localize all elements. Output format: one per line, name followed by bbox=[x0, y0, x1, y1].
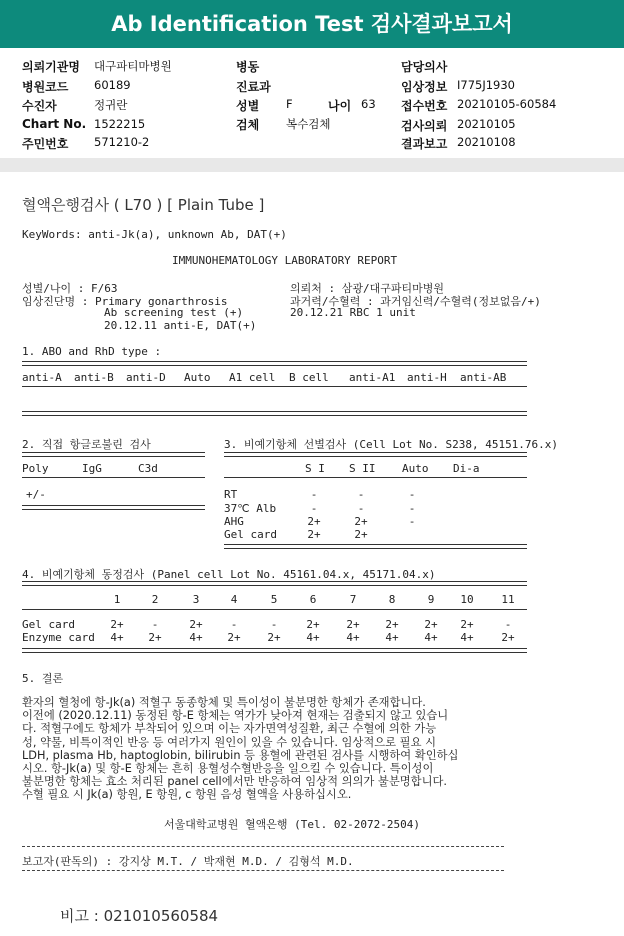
header-label-department: 진료과 bbox=[236, 80, 271, 94]
screen-cell: - bbox=[310, 502, 318, 515]
panel-cell-number: 8 bbox=[388, 593, 396, 606]
conclusion-text bbox=[22, 696, 552, 802]
conclusion-line: 불분명한 항체는 효소 처리된 panel cell에서만 반응하여 임상적 의의가 불분명합니다. bbox=[22, 775, 447, 789]
blood-bank-contact: 서울대학교병원 혈액은행 (Tel. 02-2072-2504) bbox=[164, 818, 420, 831]
abo-col-anti-d: anti-D bbox=[126, 371, 166, 384]
conclusion-line: 다. 적혈구에도 항체가 부착되어 있으며 이는 자가면역성질환, 최근 수혈에 의한 가능 bbox=[22, 722, 437, 736]
header-label: 의뢰기관명 bbox=[22, 60, 80, 74]
header-label: 결과보고 bbox=[401, 137, 448, 151]
header-value: 60189 bbox=[94, 78, 131, 92]
header-value-age: 63 bbox=[361, 97, 376, 111]
panel-gel-value: 2+ bbox=[110, 618, 124, 631]
section-separator bbox=[0, 158, 624, 172]
panel-row-label-enzyme: Enzyme card bbox=[22, 631, 95, 644]
screen-cell: 2+ bbox=[354, 515, 368, 528]
panel-cell-number: 3 bbox=[192, 593, 200, 606]
rule bbox=[22, 581, 527, 586]
abo-col-auto: Auto bbox=[184, 371, 211, 384]
header-value: 대구파티마병원 bbox=[94, 59, 172, 73]
panel-cell-number: 11 bbox=[501, 593, 515, 606]
report-heading: 혈액은행검사 ( L70 ) [ Plain Tube ] bbox=[22, 196, 265, 214]
section1-title: 1. ABO and RhD type : bbox=[22, 345, 162, 358]
header-value: 571210-2 bbox=[94, 135, 150, 149]
transfusion-history: 과거력/수혈력 : 과거임신력/수혈력(정보없음/+) bbox=[290, 295, 541, 308]
header-label-specimen: 검체 bbox=[236, 118, 260, 132]
panel-enzyme-value: 4+ bbox=[306, 631, 320, 644]
remark: 비고 : 021010560584 bbox=[60, 907, 219, 925]
panel-enzyme-value: 4+ bbox=[346, 631, 360, 644]
header-value: 정귀란 bbox=[94, 98, 128, 112]
panel-enzyme-value: 2+ bbox=[148, 631, 162, 644]
panel-enzyme-value: 2+ bbox=[501, 631, 515, 644]
header-label-age: 나이 bbox=[328, 99, 352, 113]
header-value: 20210108 bbox=[457, 135, 516, 149]
panel-cell-number: 7 bbox=[349, 593, 357, 606]
header-row-resident-no bbox=[22, 135, 150, 152]
screen-cell: 2+ bbox=[307, 528, 321, 541]
panel-gel-value: 2+ bbox=[306, 618, 320, 631]
header-label: 검사의뢰 bbox=[401, 119, 448, 133]
rule bbox=[224, 477, 527, 478]
header-row-hospital-code bbox=[22, 78, 131, 95]
screen-cell: - bbox=[310, 488, 318, 501]
conclusion-line: 수혈 필요 시 Jk(a) 항원, E 항원, c 항원 음성 혈액을 사용하십시오. bbox=[22, 788, 352, 802]
rule bbox=[22, 648, 527, 653]
rule bbox=[22, 452, 205, 457]
panel-enzyme-value: 4+ bbox=[385, 631, 399, 644]
requester: 의뢰처 : 삼광/대구파티마병원 bbox=[290, 282, 445, 295]
screen-cell: - bbox=[357, 502, 365, 515]
abo-col-b-cell: B cell bbox=[289, 371, 329, 384]
header-value: 1522215 bbox=[94, 117, 146, 131]
screen-row-label: Gel card bbox=[224, 528, 277, 541]
screen-col-dia: Di-a bbox=[453, 462, 480, 475]
abo-col-a1-cell: A1 cell bbox=[229, 371, 276, 384]
header-label: 임상정보 bbox=[401, 80, 448, 94]
dat-poly-value: +/- bbox=[26, 488, 46, 501]
header-row-chart-no bbox=[22, 117, 146, 131]
header-value-sex: F bbox=[286, 97, 293, 111]
patient-sex-age: 성별/나이 : F/63 bbox=[22, 282, 118, 295]
panel-cell-number: 5 bbox=[270, 593, 278, 606]
conclusion-line: 이전에 (2020.12.11) 동정된 항-E 항체는 역가가 낮아져 현재는 검출되지 않고 있습니 bbox=[22, 709, 449, 723]
header-label: 수진자 bbox=[22, 99, 57, 113]
section4-title: 4. 비예기항체 동정검사 (Panel cell Lot No. 45161.04.x, 45171.04.x) bbox=[22, 568, 436, 581]
abo-col-anti-a: anti-A bbox=[22, 371, 62, 384]
conclusion-line: 성, 약물, 비특이적인 반응 등 여러가지 원인이 있을 수 있습니다. 임상적으로 필요 시 bbox=[22, 735, 436, 749]
screen-row-label: AHG bbox=[224, 515, 244, 528]
patient-diagnosis-3: 20.12.11 anti-E, DAT(+) bbox=[104, 319, 257, 332]
header-row-request-date bbox=[401, 117, 516, 134]
screen-row-label: RT bbox=[224, 488, 238, 501]
rule bbox=[22, 411, 527, 416]
panel-cell-number: 6 bbox=[309, 593, 317, 606]
lab-report-title: IMMUNOHEMATOLOGY LABORATORY REPORT bbox=[172, 254, 398, 267]
header-row-accession-no bbox=[401, 97, 557, 114]
panel-cell-number: 4 bbox=[230, 593, 238, 606]
header-value: 20210105-60584 bbox=[457, 97, 557, 111]
panel-cell-number: 10 bbox=[460, 593, 474, 606]
rule bbox=[22, 386, 527, 387]
header-row-patient bbox=[22, 97, 128, 114]
panel-row-label-gel: Gel card bbox=[22, 618, 75, 631]
panel-cell-number: 2 bbox=[151, 593, 159, 606]
panel-gel-value: - bbox=[151, 618, 159, 631]
section5-title: 5. 결론 bbox=[22, 672, 64, 685]
header-label: 담당의사 bbox=[401, 60, 448, 74]
panel-enzyme-value: 4+ bbox=[460, 631, 474, 644]
rule bbox=[22, 361, 527, 366]
header-row-report-date bbox=[401, 135, 516, 152]
rule bbox=[22, 846, 504, 847]
conclusion-line: 환자의 혈청에 항-Jk(a) 적혈구 동종항체 및 특이성이 불분명한 항체가 존재합니다. bbox=[22, 696, 426, 709]
header-label: 접수번호 bbox=[401, 99, 448, 113]
abo-col-anti-a1: anti-A1 bbox=[349, 371, 396, 384]
screen-row-label: 37℃ Alb bbox=[224, 502, 277, 515]
panel-gel-value: - bbox=[270, 618, 278, 631]
keywords: KeyWords: anti-Jk(a), unknown Ab, DAT(+) bbox=[22, 228, 287, 241]
header-label: 주민번호 bbox=[22, 137, 69, 151]
dat-col-igg: IgG bbox=[82, 462, 102, 475]
screen-col-s2: S II bbox=[349, 462, 376, 475]
panel-gel-value: 2+ bbox=[346, 618, 360, 631]
header-value: 20210105 bbox=[457, 117, 516, 131]
header-label-sex: 성별 bbox=[236, 99, 260, 113]
transfusion-record: 20.12.21 RBC 1 unit bbox=[290, 306, 416, 319]
panel-enzyme-value: 4+ bbox=[110, 631, 124, 644]
screen-cell: - bbox=[408, 515, 416, 528]
panel-enzyme-value: 4+ bbox=[424, 631, 438, 644]
lab-report bbox=[0, 172, 624, 936]
header-row-physician bbox=[401, 58, 447, 75]
screen-cell: - bbox=[357, 488, 365, 501]
dat-col-poly: Poly bbox=[22, 462, 49, 475]
rule bbox=[224, 544, 527, 549]
screen-cell: 2+ bbox=[307, 515, 321, 528]
header-value-specimen: 복수검체 bbox=[286, 117, 331, 131]
panel-gel-value: 2+ bbox=[460, 618, 474, 631]
panel-cell-number: 1 bbox=[113, 593, 121, 606]
rule bbox=[22, 505, 205, 510]
rule bbox=[22, 477, 205, 478]
header-value: I775J1930 bbox=[457, 78, 515, 92]
header-row-institution bbox=[22, 58, 172, 75]
report-title-bar bbox=[0, 0, 624, 48]
patient-diagnosis: 임상진단명 : Primary gonarthrosis bbox=[22, 295, 228, 308]
panel-gel-value: - bbox=[230, 618, 238, 631]
rule bbox=[22, 609, 527, 610]
header-label: Chart No. bbox=[22, 117, 87, 131]
screen-col-auto: Auto bbox=[402, 462, 429, 475]
rule bbox=[224, 452, 527, 457]
abo-col-anti-ab: anti-AB bbox=[460, 371, 507, 384]
rule bbox=[22, 870, 504, 871]
report-title: Ab Identification Test 검사결과보고서 bbox=[111, 12, 513, 36]
header-label: 병원코드 bbox=[22, 80, 69, 94]
patient-diagnosis-2: Ab screening test (+) bbox=[104, 306, 244, 319]
panel-gel-value: 2+ bbox=[189, 618, 203, 631]
panel-enzyme-value: 2+ bbox=[227, 631, 241, 644]
panel-cell-number: 9 bbox=[427, 593, 435, 606]
section2-title: 2. 직접 항글로불린 검사 bbox=[22, 438, 151, 451]
abo-col-anti-b: anti-B bbox=[74, 371, 114, 384]
screen-cell: - bbox=[408, 502, 416, 515]
panel-gel-value: 2+ bbox=[385, 618, 399, 631]
dat-col-c3d: C3d bbox=[138, 462, 158, 475]
panel-enzyme-value: 4+ bbox=[189, 631, 203, 644]
header-row-clinical-info bbox=[401, 78, 515, 95]
screen-col-s1: S I bbox=[305, 462, 325, 475]
abo-col-anti-h: anti-H bbox=[407, 371, 447, 384]
screen-cell: 2+ bbox=[354, 528, 368, 541]
conclusion-line: 시오. 항-Jk(a) 및 항-E 항체는 흔히 용혈성수혈반응을 일으킬 수 있습니다. 특이성이 bbox=[22, 762, 434, 776]
conclusion-line: LDH, plasma Hb, haptoglobin, bilirubin 등 용혈에 관련된 검사를 시행하여 확인하십 bbox=[22, 748, 459, 762]
panel-gel-value: - bbox=[504, 618, 512, 631]
screen-cell: - bbox=[408, 488, 416, 501]
panel-enzyme-value: 2+ bbox=[267, 631, 281, 644]
panel-gel-value: 2+ bbox=[424, 618, 438, 631]
section3-title: 3. 비예기항체 선별검사 (Cell Lot No. S238, 45151.76.x) bbox=[224, 438, 559, 451]
header-label-ward: 병동 bbox=[236, 60, 260, 74]
reporters: 보고자(판독의) : 강지상 M.T. / 박재현 M.D. / 김형석 M.D. bbox=[22, 855, 354, 868]
